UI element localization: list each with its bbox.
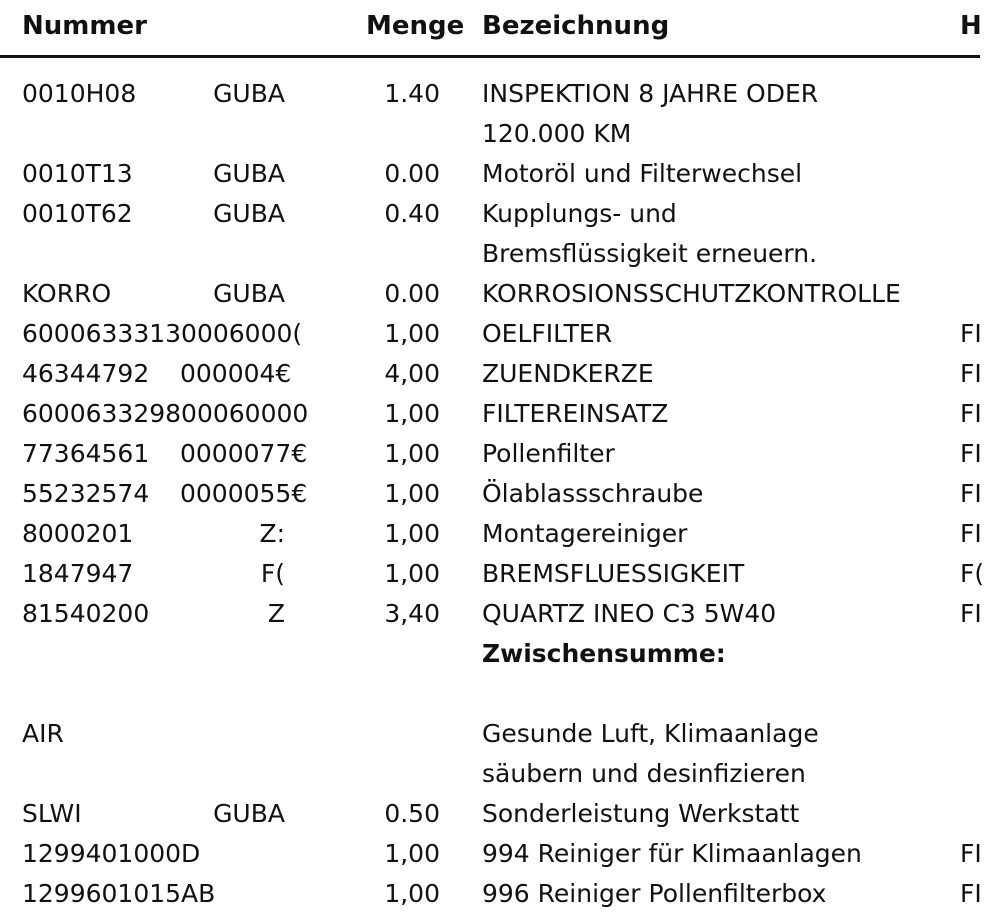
table-header [0,0,980,58]
table-row [0,194,980,274]
item-quantity: 1,00 [384,879,440,908]
item-number: 81540200 [22,599,150,628]
item-code: 000004€ [180,359,292,388]
item-number: AIR [22,719,64,748]
item-description-line1: Gesunde Luft, Klimaanlage [482,719,819,748]
item-quantity: 1,00 [384,559,440,588]
item-number: KORRO [22,279,112,308]
item-description-line1: Motoröl und Filterwechsel [482,159,803,188]
item-extra: FI [960,399,982,428]
item-description-line1: FILTEREINSATZ [482,399,669,428]
header-bezeichnung: Bezeichnung [482,11,670,41]
item-description [482,554,952,594]
item-extra: F( [960,559,984,588]
item-table [0,74,984,914]
item-description-line1: QUARTZ INEO C3 5W40 [482,599,777,628]
item-code: F( [260,559,285,588]
item-description-line1: OELFILTER [482,319,613,348]
item-number: 0010H08 [22,79,137,108]
item-description [482,354,952,394]
item-extra: FI [960,359,982,388]
table-row [0,634,980,674]
item-description [482,714,952,794]
item-extra: FI [960,519,982,548]
item-description-line1: KORROSIONSSCHUTZKONTROLLE [482,279,901,308]
item-extra: FI [960,879,982,908]
item-number: 0010T13 [22,159,133,188]
item-description-line1: 996 Reiniger Pollenfilterbox [482,879,827,908]
table-row [0,714,980,794]
item-description-line1: 994 Reiniger für Klimaanlagen [482,839,862,868]
header-menge: Menge [366,11,465,41]
item-description [482,394,952,434]
item-quantity: 1,00 [384,439,440,468]
item-description [482,314,952,354]
item-description [482,194,952,274]
item-extra: FI [960,839,982,868]
item-description [482,514,952,554]
item-quantity: 0.40 [384,199,440,228]
item-description [482,274,952,314]
table-row [0,514,980,554]
item-description-line1: Sonderleistung Werkstatt [482,799,800,828]
item-description-line1: BREMSFLUESSIGKEIT [482,559,745,588]
item-code: GUBA [213,159,285,188]
item-number: 77364561 [22,439,150,468]
item-quantity: 3,40 [384,599,440,628]
item-description [482,474,952,514]
item-code: GUBA [213,279,285,308]
item-extra: FI [960,479,982,508]
item-number: 60006333130006000( [22,319,303,348]
item-quantity: 1,00 [384,519,440,548]
item-description-line1: Kupplungs- und [482,199,677,228]
item-description-line1: Zwischensumme: [482,639,726,668]
item-extra: FI [960,439,982,468]
item-number: 1299601015AB [22,879,216,908]
table-row [0,474,980,514]
item-code: Z: [259,519,285,548]
item-description-line1: INSPEKTION 8 JAHRE ODER [482,79,819,108]
item-number: 1847947 [22,559,134,588]
table-row [0,74,980,154]
item-description [482,594,952,634]
table-row [0,434,980,474]
table-row [0,154,980,194]
item-description-line1: Montagereiniger [482,519,688,548]
item-description [482,74,952,154]
item-description-line1: ZUENDKERZE [482,359,654,388]
table-row [0,354,980,394]
item-extra: FI [960,599,982,628]
item-description-line1: Ölablassschraube [482,479,704,508]
header-h: H [960,11,982,41]
item-description [482,634,952,674]
header-divider [0,55,980,58]
item-quantity: 1,00 [384,839,440,868]
item-description [482,874,952,914]
item-extra: FI [960,319,982,348]
item-description-line2: 120.000 KM [482,119,632,148]
table-row [0,314,980,354]
item-code: Z [267,599,285,628]
item-number: 0010T62 [22,199,133,228]
table-row [0,834,980,874]
item-code: 0000055€ [180,479,308,508]
item-code: 0000077€ [180,439,308,468]
item-number: 55232574 [22,479,150,508]
item-code: GUBA [213,199,285,228]
item-description-line2: säubern und desinfizieren [482,759,806,788]
table-row [0,874,980,914]
item-quantity: 1,00 [384,319,440,348]
item-description [482,434,952,474]
item-description [482,794,952,834]
table-row [0,394,980,434]
item-quantity: 1.40 [384,79,440,108]
item-quantity: 4,00 [384,359,440,388]
item-number: 8000201 [22,519,134,548]
item-number: 600063329800060000 [22,399,309,428]
item-quantity: 0.00 [384,159,440,188]
table-row [0,794,980,834]
item-code: GUBA [213,799,285,828]
item-quantity: 1,00 [384,399,440,428]
item-code: GUBA [213,79,285,108]
item-quantity: 1,00 [384,479,440,508]
item-number: SLWI [22,799,82,828]
table-row [0,594,980,634]
header-nummer: Nummer [22,11,147,41]
table-row [0,674,980,714]
item-description-line2: Bremsflüssigkeit erneuern. [482,239,818,268]
item-description [482,154,952,194]
table-row [0,554,984,594]
table-row [0,274,980,314]
item-quantity: 0.00 [384,279,440,308]
item-description [482,834,952,874]
item-number: 46344792 [22,359,150,388]
item-number: 1299401000D [22,839,201,868]
item-quantity: 0.50 [384,799,440,828]
item-description-line1: Pollenfilter [482,439,615,468]
